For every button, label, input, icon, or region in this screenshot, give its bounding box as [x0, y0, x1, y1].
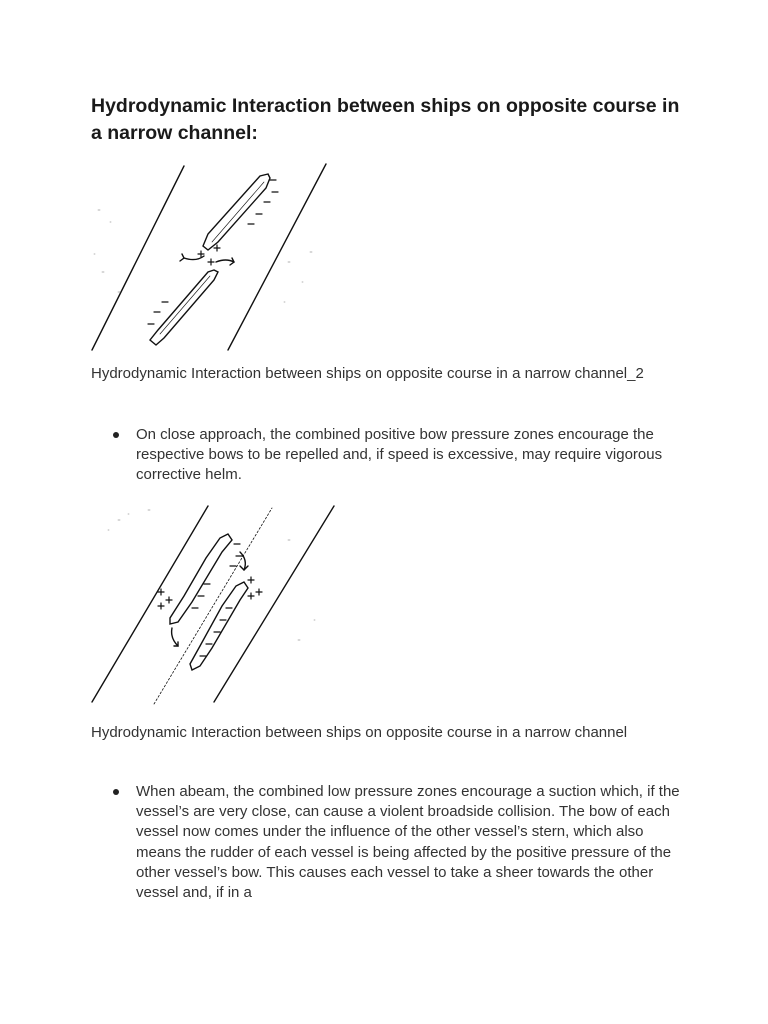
bow-flow-arrow-right [216, 260, 234, 262]
document-title: Hydrodynamic Interaction between ships on opposite course in a narrow channel: [91, 95, 680, 144]
bullet-list-2 [91, 782, 691, 903]
figure-caption-2: Hydrodynamic Interaction between ships on opposite course in a narrow channel [91, 724, 628, 741]
stern-flow-arrow-bottom [172, 628, 178, 646]
abeam-diagram [88, 500, 338, 706]
upper-ship-outline [203, 174, 270, 250]
bullet-item: On close approach, the combined positive bow pressure zones encourage the respective bows to be repelled and, if speed is excessive, may require vigorous corrective helm. [91, 425, 691, 486]
bullet-item: When abeam, the combined low pressure zones encourage a suction which, if the vessel’s are very close, can cause a violent broadside collision. The bow of each vessel now comes under the influence of the other vessel’s stern, which also means the rudder of each vessel is being affected by the positive pressure of the other vessel’s bow. This causes each vessel to take a sheer towards the other vessel and, if in a [91, 782, 691, 903]
ship-a-outline [170, 534, 232, 624]
approach-diagram [88, 162, 328, 354]
channel-bank-right [214, 506, 334, 702]
figure-caption-1: Hydrodynamic Interaction between ships on opposite course in a narrow channel_2 [91, 365, 644, 382]
pressure-marks [148, 180, 278, 324]
bullet-list-1 [91, 425, 691, 486]
ship-b-outline [190, 582, 248, 670]
channel-centreline [154, 508, 272, 704]
scan-speckle [108, 510, 315, 640]
